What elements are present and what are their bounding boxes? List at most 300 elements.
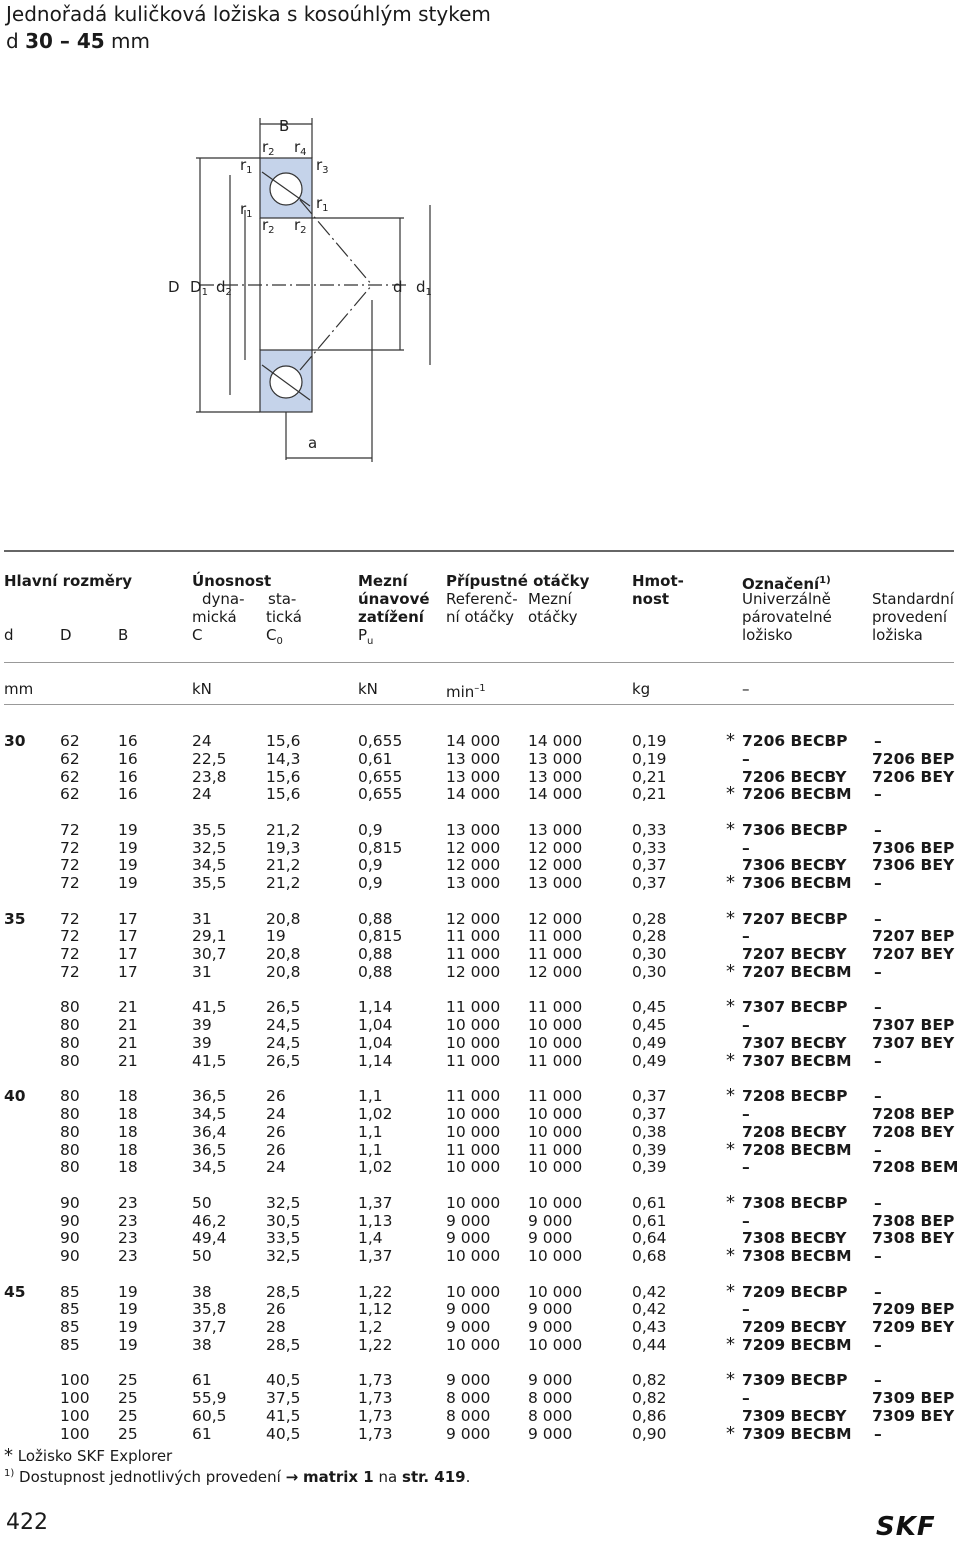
cell-mass: 0,39 bbox=[632, 1158, 667, 1177]
cell-B: 17 bbox=[118, 963, 138, 981]
cell-Pu: 1,02 bbox=[358, 1105, 393, 1123]
cell-lim: 13 000 bbox=[528, 749, 583, 768]
cell-C0: 24 bbox=[266, 1158, 286, 1177]
cell-D: 100 bbox=[60, 1389, 90, 1408]
cell-C: 24 bbox=[192, 785, 212, 804]
cell-mass: 0,82 bbox=[632, 1389, 667, 1408]
cell-C: 32,5 bbox=[192, 838, 227, 857]
cell-D: 100 bbox=[60, 1424, 90, 1443]
cell-std-designation: – bbox=[874, 1051, 882, 1070]
cell-mass: 0,86 bbox=[632, 1407, 667, 1425]
explorer-star-icon: * bbox=[726, 996, 735, 1018]
cell-lim: 8 000 bbox=[528, 1407, 573, 1425]
cell-lim: 13 000 bbox=[528, 874, 583, 893]
cell-univ-designation: 7306 BECBM bbox=[742, 874, 852, 893]
cell-mass: 0,45 bbox=[632, 998, 667, 1017]
cell-Pu: 1,4 bbox=[358, 1229, 383, 1248]
cell-ref: 12 000 bbox=[446, 963, 501, 981]
cell-C: 34,5 bbox=[192, 856, 227, 875]
cell-C: 35,5 bbox=[192, 820, 227, 839]
cell-D: 90 bbox=[60, 1247, 80, 1266]
cell-ref: 11 000 bbox=[446, 927, 501, 946]
cell-univ-designation: 7208 BECBP bbox=[742, 1087, 848, 1106]
cell-ref: 12 000 bbox=[446, 909, 501, 928]
cell-lim: 9 000 bbox=[528, 1211, 573, 1230]
cell-Pu: 1,02 bbox=[358, 1158, 393, 1177]
cell-C0: 15,6 bbox=[266, 767, 301, 786]
cell-C0: 20,8 bbox=[266, 909, 301, 928]
cell-C0: 30,5 bbox=[266, 1211, 301, 1230]
cell-lim: 14 000 bbox=[528, 732, 583, 750]
cell-mass: 0,21 bbox=[632, 767, 667, 786]
cell-C0: 21,2 bbox=[266, 820, 301, 839]
cell-lim: 10 000 bbox=[528, 1158, 583, 1177]
cell-B: 16 bbox=[118, 785, 138, 804]
svg-text:r1: $r_1$ bbox=[316, 194, 329, 214]
range-unit: mm bbox=[111, 29, 150, 53]
cell-D: 80 bbox=[60, 1051, 80, 1070]
cell-D: 85 bbox=[60, 1336, 80, 1354]
cell-Pu: 1,1 bbox=[358, 1087, 383, 1106]
cell-std-designation: 7209 BEP bbox=[872, 1300, 955, 1319]
cell-Pu: 1,2 bbox=[358, 1318, 383, 1337]
cell-C0: 19 bbox=[266, 927, 286, 946]
cell-lim: 9 000 bbox=[528, 1229, 573, 1248]
cell-d: 40 bbox=[4, 1087, 26, 1106]
cell-C0: 14,3 bbox=[266, 749, 301, 768]
cell-C: 30,7 bbox=[192, 945, 227, 964]
cell-univ-designation: 7307 BECBY bbox=[742, 1034, 847, 1052]
cell-d: 35 bbox=[4, 909, 26, 928]
cell-lim: 13 000 bbox=[528, 820, 583, 839]
arrow-icon: → bbox=[285, 1468, 299, 1486]
cell-D: 90 bbox=[60, 1211, 80, 1230]
cell-std-designation: – bbox=[874, 998, 882, 1017]
cell-C: 41,5 bbox=[192, 998, 227, 1017]
cell-lim: 10 000 bbox=[528, 1247, 583, 1266]
cell-ref: 11 000 bbox=[446, 945, 501, 964]
cell-Pu: 1,73 bbox=[358, 1371, 393, 1390]
cell-mass: 0,42 bbox=[632, 1300, 667, 1319]
cell-C0: 21,2 bbox=[266, 874, 301, 893]
cell-C: 46,2 bbox=[192, 1211, 227, 1230]
header-dynamic-1: dyna- bbox=[202, 590, 245, 608]
cell-C0: 28 bbox=[266, 1318, 286, 1337]
bearing-cross-section-drawing bbox=[0, 0, 960, 470]
cell-C: 35,5 bbox=[192, 874, 227, 893]
cell-C: 39 bbox=[192, 1016, 212, 1035]
cell-ref: 13 000 bbox=[446, 874, 501, 893]
cell-univ-designation: 7209 BECBP bbox=[742, 1282, 848, 1301]
cell-mass: 0,49 bbox=[632, 1034, 667, 1052]
cell-C: 36,4 bbox=[192, 1122, 227, 1141]
cell-C0: 41,5 bbox=[266, 1407, 301, 1425]
cell-C: 31 bbox=[192, 909, 212, 928]
cell-B: 17 bbox=[118, 909, 138, 928]
cell-C0: 24 bbox=[266, 1105, 286, 1123]
cell-B: 16 bbox=[118, 749, 138, 768]
cell-C: 36,5 bbox=[192, 1087, 227, 1106]
cell-univ-designation: 7208 BECBY bbox=[742, 1122, 847, 1141]
cell-C0: 26 bbox=[266, 1087, 286, 1106]
cell-C0: 20,8 bbox=[266, 963, 301, 981]
cell-B: 25 bbox=[118, 1407, 138, 1425]
cell-ref: 11 000 bbox=[446, 1087, 501, 1106]
header-lim-2: otáčky bbox=[528, 608, 578, 626]
page-link[interactable]: str. 419 bbox=[402, 1468, 466, 1486]
cell-Pu: 1,04 bbox=[358, 1034, 393, 1052]
cell-B: 19 bbox=[118, 838, 138, 857]
svg-text:r4: $r_4$ bbox=[294, 138, 307, 158]
cell-ref: 10 000 bbox=[446, 1336, 501, 1354]
cell-B: 16 bbox=[118, 767, 138, 786]
cell-univ-designation: 7206 BECBP bbox=[742, 732, 848, 750]
cell-B: 19 bbox=[118, 820, 138, 839]
cell-mass: 0,37 bbox=[632, 874, 667, 893]
cell-univ-designation: – bbox=[742, 1389, 750, 1408]
cell-univ-designation: 7308 BECBP bbox=[742, 1193, 848, 1212]
cell-mass: 0,42 bbox=[632, 1282, 667, 1301]
cell-D: 80 bbox=[60, 1105, 80, 1123]
cell-B: 21 bbox=[118, 1051, 138, 1070]
cell-D: 80 bbox=[60, 998, 80, 1017]
cell-B: 18 bbox=[118, 1158, 138, 1177]
cell-mass: 0,33 bbox=[632, 820, 667, 839]
cell-std-designation: – bbox=[874, 909, 882, 928]
cell-ref: 9 000 bbox=[446, 1424, 491, 1443]
cell-Pu: 1,13 bbox=[358, 1211, 393, 1230]
cell-univ-designation: 7309 BECBM bbox=[742, 1424, 852, 1443]
cell-B: 19 bbox=[118, 856, 138, 875]
matrix-link[interactable]: matrix 1 bbox=[302, 1468, 374, 1486]
cell-C0: 15,6 bbox=[266, 785, 301, 804]
cell-mass: 0,61 bbox=[632, 1193, 667, 1212]
cell-univ-designation: 7309 BECBP bbox=[742, 1371, 848, 1390]
cell-univ-designation: 7307 BECBM bbox=[742, 1051, 852, 1070]
cell-std-designation: – bbox=[874, 874, 882, 893]
cell-lim: 9 000 bbox=[528, 1300, 573, 1319]
cell-lim: 10 000 bbox=[528, 1016, 583, 1035]
cell-ref: 11 000 bbox=[446, 1140, 501, 1159]
cell-mass: 0,37 bbox=[632, 856, 667, 875]
cell-C0: 21,2 bbox=[266, 856, 301, 875]
explorer-star-icon: * bbox=[726, 872, 735, 894]
cell-lim: 9 000 bbox=[528, 1318, 573, 1337]
cell-ref: 13 000 bbox=[446, 767, 501, 786]
cell-Pu: 0,88 bbox=[358, 909, 393, 928]
cell-ref: 10 000 bbox=[446, 1034, 501, 1052]
cell-ref: 10 000 bbox=[446, 1105, 501, 1123]
cell-Pu: 1,73 bbox=[358, 1407, 393, 1425]
cell-ref: 9 000 bbox=[446, 1211, 491, 1230]
cell-univ-designation: 7308 BECBM bbox=[742, 1247, 852, 1266]
cell-std-designation: 7206 BEP bbox=[872, 749, 955, 768]
cell-ref: 10 000 bbox=[446, 1193, 501, 1212]
header-ref-1: Referenč- bbox=[446, 590, 518, 608]
unit-kN-fatigue: kN bbox=[358, 680, 378, 698]
cell-lim: 12 000 bbox=[528, 909, 583, 928]
cell-mass: 0,45 bbox=[632, 1016, 667, 1035]
cell-D: 80 bbox=[60, 1034, 80, 1052]
svg-text:r1: $r_1$ bbox=[240, 200, 253, 220]
cell-std-designation: – bbox=[874, 1140, 882, 1159]
cell-univ-designation: – bbox=[742, 927, 750, 946]
cell-B: 25 bbox=[118, 1424, 138, 1443]
cell-C0: 26 bbox=[266, 1140, 286, 1159]
cell-std-designation: 7309 BEP bbox=[872, 1389, 955, 1408]
cell-D: 80 bbox=[60, 1122, 80, 1141]
cell-mass: 0,49 bbox=[632, 1051, 667, 1070]
cell-std-designation: – bbox=[874, 1247, 882, 1266]
unit-min: $\min^{-1}$ bbox=[446, 683, 486, 701]
cell-univ-designation: 7309 BECBY bbox=[742, 1407, 847, 1425]
cell-std-designation: 7208 BEY bbox=[872, 1122, 955, 1141]
cell-univ-designation: – bbox=[742, 749, 750, 768]
explorer-star-icon: * bbox=[726, 1422, 735, 1444]
svg-text:d1: $d_1$ bbox=[416, 278, 432, 298]
cell-std-designation: 7208 BEP bbox=[872, 1105, 955, 1123]
cell-D: 80 bbox=[60, 1087, 80, 1106]
cell-ref: 9 000 bbox=[446, 1371, 491, 1390]
header-capacity: Únosnost bbox=[192, 572, 272, 590]
cell-mass: 0,30 bbox=[632, 945, 667, 964]
cell-std-designation: – bbox=[874, 963, 882, 981]
table-top-rule bbox=[4, 550, 954, 552]
cell-lim: 10 000 bbox=[528, 1122, 583, 1141]
explorer-star-icon: * bbox=[726, 961, 735, 982]
cell-D: 62 bbox=[60, 749, 80, 768]
cell-univ-designation: – bbox=[742, 1105, 750, 1123]
unit-dash: – bbox=[742, 680, 750, 698]
cell-lim: 14 000 bbox=[528, 785, 583, 804]
cell-C: 23,8 bbox=[192, 767, 227, 786]
explorer-star-icon: * bbox=[726, 907, 735, 929]
cell-B: 19 bbox=[118, 1282, 138, 1301]
cell-std-designation: 7308 BEP bbox=[872, 1211, 955, 1230]
cell-lim: 11 000 bbox=[528, 927, 583, 946]
cell-std-designation: 7309 BEY bbox=[872, 1407, 955, 1425]
cell-univ-designation: – bbox=[742, 1211, 750, 1230]
cell-C0: 26 bbox=[266, 1122, 286, 1141]
cell-ref: 12 000 bbox=[446, 838, 501, 857]
explorer-star-icon: * bbox=[726, 1049, 735, 1071]
cell-B: 18 bbox=[118, 1087, 138, 1106]
cell-mass: 0,90 bbox=[632, 1424, 667, 1443]
cell-C: 49,4 bbox=[192, 1229, 227, 1248]
cell-B: 19 bbox=[118, 874, 138, 893]
cell-Pu: 1,22 bbox=[358, 1336, 393, 1354]
cell-lim: 11 000 bbox=[528, 1140, 583, 1159]
cell-mass: 0,30 bbox=[632, 963, 667, 981]
cell-mass: 0,21 bbox=[632, 785, 667, 804]
cell-C0: 40,5 bbox=[266, 1371, 301, 1390]
unit-kg: kg bbox=[632, 680, 651, 698]
cell-Pu: 0,9 bbox=[358, 874, 383, 893]
cell-C: 36,5 bbox=[192, 1140, 227, 1159]
cell-mass: 0,19 bbox=[632, 749, 667, 768]
cell-ref: 14 000 bbox=[446, 785, 501, 804]
symbol-C0: $C_0$ bbox=[266, 626, 283, 647]
cell-D: 90 bbox=[60, 1193, 80, 1212]
cell-ref: 9 000 bbox=[446, 1229, 491, 1248]
cell-C: 22,5 bbox=[192, 749, 227, 768]
cell-C: 31 bbox=[192, 963, 212, 981]
header-univ-1: Univerzálně bbox=[742, 590, 831, 608]
cell-C0: 24,5 bbox=[266, 1034, 301, 1052]
explorer-star-icon: * bbox=[726, 1191, 735, 1213]
cell-D: 100 bbox=[60, 1407, 90, 1425]
svg-text:r1: $r_1$ bbox=[240, 156, 253, 176]
cell-Pu: 0,9 bbox=[358, 820, 383, 839]
cell-d: 30 bbox=[4, 732, 26, 750]
header-static-2: tická bbox=[266, 608, 302, 626]
cell-ref: 10 000 bbox=[446, 1016, 501, 1035]
cell-D: 80 bbox=[60, 1016, 80, 1035]
label-B: B bbox=[279, 117, 290, 135]
cell-C0: 28,5 bbox=[266, 1282, 301, 1301]
cell-Pu: 1,12 bbox=[358, 1300, 393, 1319]
cell-D: 62 bbox=[60, 785, 80, 804]
cell-lim: 13 000 bbox=[528, 767, 583, 786]
cell-D: 72 bbox=[60, 927, 80, 946]
cell-B: 19 bbox=[118, 1336, 138, 1354]
cell-mass: 0,19 bbox=[632, 732, 667, 750]
header-designation: Označení$^{1)}$ bbox=[742, 575, 831, 593]
cell-std-designation: 7308 BEY bbox=[872, 1229, 955, 1248]
page-title: Jednořadá kuličková ložiska s kosoúhlým stykem bbox=[6, 2, 491, 26]
explorer-star-icon: * bbox=[726, 1280, 735, 1302]
cell-C: 29,1 bbox=[192, 927, 227, 946]
cell-lim: 9 000 bbox=[528, 1424, 573, 1443]
cell-D: 90 bbox=[60, 1229, 80, 1248]
cell-ref: 8 000 bbox=[446, 1407, 491, 1425]
cell-C: 38 bbox=[192, 1336, 212, 1354]
cell-mass: 0,33 bbox=[632, 838, 667, 857]
cell-ref: 11 000 bbox=[446, 1051, 501, 1070]
svg-text:D1: $D_1$ bbox=[190, 278, 208, 298]
cell-D: 72 bbox=[60, 963, 80, 981]
cell-Pu: 0,815 bbox=[358, 927, 403, 946]
svg-text:d2: $d_2$ bbox=[216, 278, 232, 298]
cell-univ-designation: – bbox=[742, 1300, 750, 1319]
cell-mass: 0,28 bbox=[632, 909, 667, 928]
page-number: 422 bbox=[6, 1510, 48, 1535]
cell-Pu: 1,73 bbox=[358, 1424, 393, 1443]
cell-Pu: 0,655 bbox=[358, 767, 403, 786]
header-fatigue-3: zatížení bbox=[358, 608, 424, 626]
cell-D: 62 bbox=[60, 767, 80, 786]
label-D: D bbox=[168, 278, 180, 296]
skf-logo: SKF bbox=[876, 1512, 936, 1542]
cell-Pu: 0,88 bbox=[358, 945, 393, 964]
cell-univ-designation: 7207 BECBY bbox=[742, 945, 847, 964]
cell-Pu: 0,9 bbox=[358, 856, 383, 875]
cell-Pu: 1,37 bbox=[358, 1247, 393, 1266]
cell-Pu: 1,1 bbox=[358, 1122, 383, 1141]
cell-univ-designation: 7207 BECBP bbox=[742, 909, 848, 928]
symbol-d: d bbox=[4, 626, 14, 644]
explorer-star-icon: * bbox=[726, 818, 735, 840]
cell-C: 41,5 bbox=[192, 1051, 227, 1070]
explorer-star-icon: * bbox=[726, 1369, 735, 1391]
header-univ-2: párovatelné bbox=[742, 608, 832, 626]
cell-std-designation: 7307 BEY bbox=[872, 1034, 955, 1052]
cell-std-designation: – bbox=[874, 1087, 882, 1106]
cell-std-designation: 7207 BEP bbox=[872, 927, 955, 946]
cell-univ-designation: – bbox=[742, 838, 750, 857]
cell-lim: 11 000 bbox=[528, 945, 583, 964]
svg-text:r3: $r_3$ bbox=[316, 156, 329, 176]
cell-lim: 12 000 bbox=[528, 856, 583, 875]
svg-text:r2: $r_2$ bbox=[262, 138, 275, 158]
header-std-2: provedení bbox=[872, 608, 948, 626]
cell-C: 38 bbox=[192, 1282, 212, 1301]
cell-D: 85 bbox=[60, 1300, 80, 1319]
header-dynamic-2: mická bbox=[192, 608, 237, 626]
range-symbol: d bbox=[6, 29, 19, 53]
cell-ref: 9 000 bbox=[446, 1300, 491, 1319]
cell-Pu: 1,14 bbox=[358, 998, 393, 1017]
cell-mass: 0,61 bbox=[632, 1211, 667, 1230]
symbol-Pu: $P_u$ bbox=[358, 626, 374, 647]
cell-D: 72 bbox=[60, 874, 80, 893]
cell-C: 61 bbox=[192, 1424, 212, 1443]
cell-D: 72 bbox=[60, 909, 80, 928]
cell-mass: 0,64 bbox=[632, 1229, 667, 1248]
cell-mass: 0,37 bbox=[632, 1105, 667, 1123]
cell-C: 61 bbox=[192, 1371, 212, 1390]
cell-D: 85 bbox=[60, 1282, 80, 1301]
cell-B: 25 bbox=[118, 1389, 138, 1408]
header-static-1: sta- bbox=[268, 590, 297, 608]
cell-std-designation: 7208 BEM bbox=[872, 1158, 959, 1177]
cell-B: 16 bbox=[118, 732, 138, 750]
header-std-1: Standardní bbox=[872, 590, 954, 608]
cell-Pu: 1,37 bbox=[358, 1193, 393, 1212]
cell-C0: 37,5 bbox=[266, 1389, 301, 1408]
cell-Pu: 1,04 bbox=[358, 1016, 393, 1035]
cell-D: 72 bbox=[60, 945, 80, 964]
cell-mass: 0,82 bbox=[632, 1371, 667, 1390]
cell-lim: 10 000 bbox=[528, 1336, 583, 1354]
cell-mass: 0,43 bbox=[632, 1318, 667, 1337]
header-fatigue-2: únavové bbox=[358, 590, 430, 608]
cell-lim: 10 000 bbox=[528, 1282, 583, 1301]
cell-ref: 10 000 bbox=[446, 1282, 501, 1301]
cell-B: 17 bbox=[118, 927, 138, 946]
cell-D: 85 bbox=[60, 1318, 80, 1337]
cell-C0: 32,5 bbox=[266, 1193, 301, 1212]
cell-B: 23 bbox=[118, 1211, 138, 1230]
cell-std-designation: 7207 BEY bbox=[872, 945, 955, 964]
explorer-star-icon: * bbox=[726, 1245, 735, 1267]
cell-C: 50 bbox=[192, 1247, 212, 1266]
cell-C0: 20,8 bbox=[266, 945, 301, 964]
cell-Pu: 1,14 bbox=[358, 1051, 393, 1070]
cell-C: 34,5 bbox=[192, 1105, 227, 1123]
svg-text:r2: $r_2$ bbox=[262, 216, 275, 236]
cell-B: 19 bbox=[118, 1300, 138, 1319]
cell-std-designation: – bbox=[874, 785, 882, 804]
cell-C0: 15,6 bbox=[266, 732, 301, 750]
cell-std-designation: 7209 BEY bbox=[872, 1318, 955, 1337]
cell-B: 23 bbox=[118, 1229, 138, 1248]
cell-mass: 0,38 bbox=[632, 1122, 667, 1141]
symbol-D: D bbox=[60, 626, 72, 644]
cell-ref: 10 000 bbox=[446, 1122, 501, 1141]
footnote-availability: $^{1)}$ Dostupnost jednotlivých provedení → matrix 1 na str. 419. bbox=[4, 1468, 471, 1486]
cell-std-designation: – bbox=[874, 1193, 882, 1212]
